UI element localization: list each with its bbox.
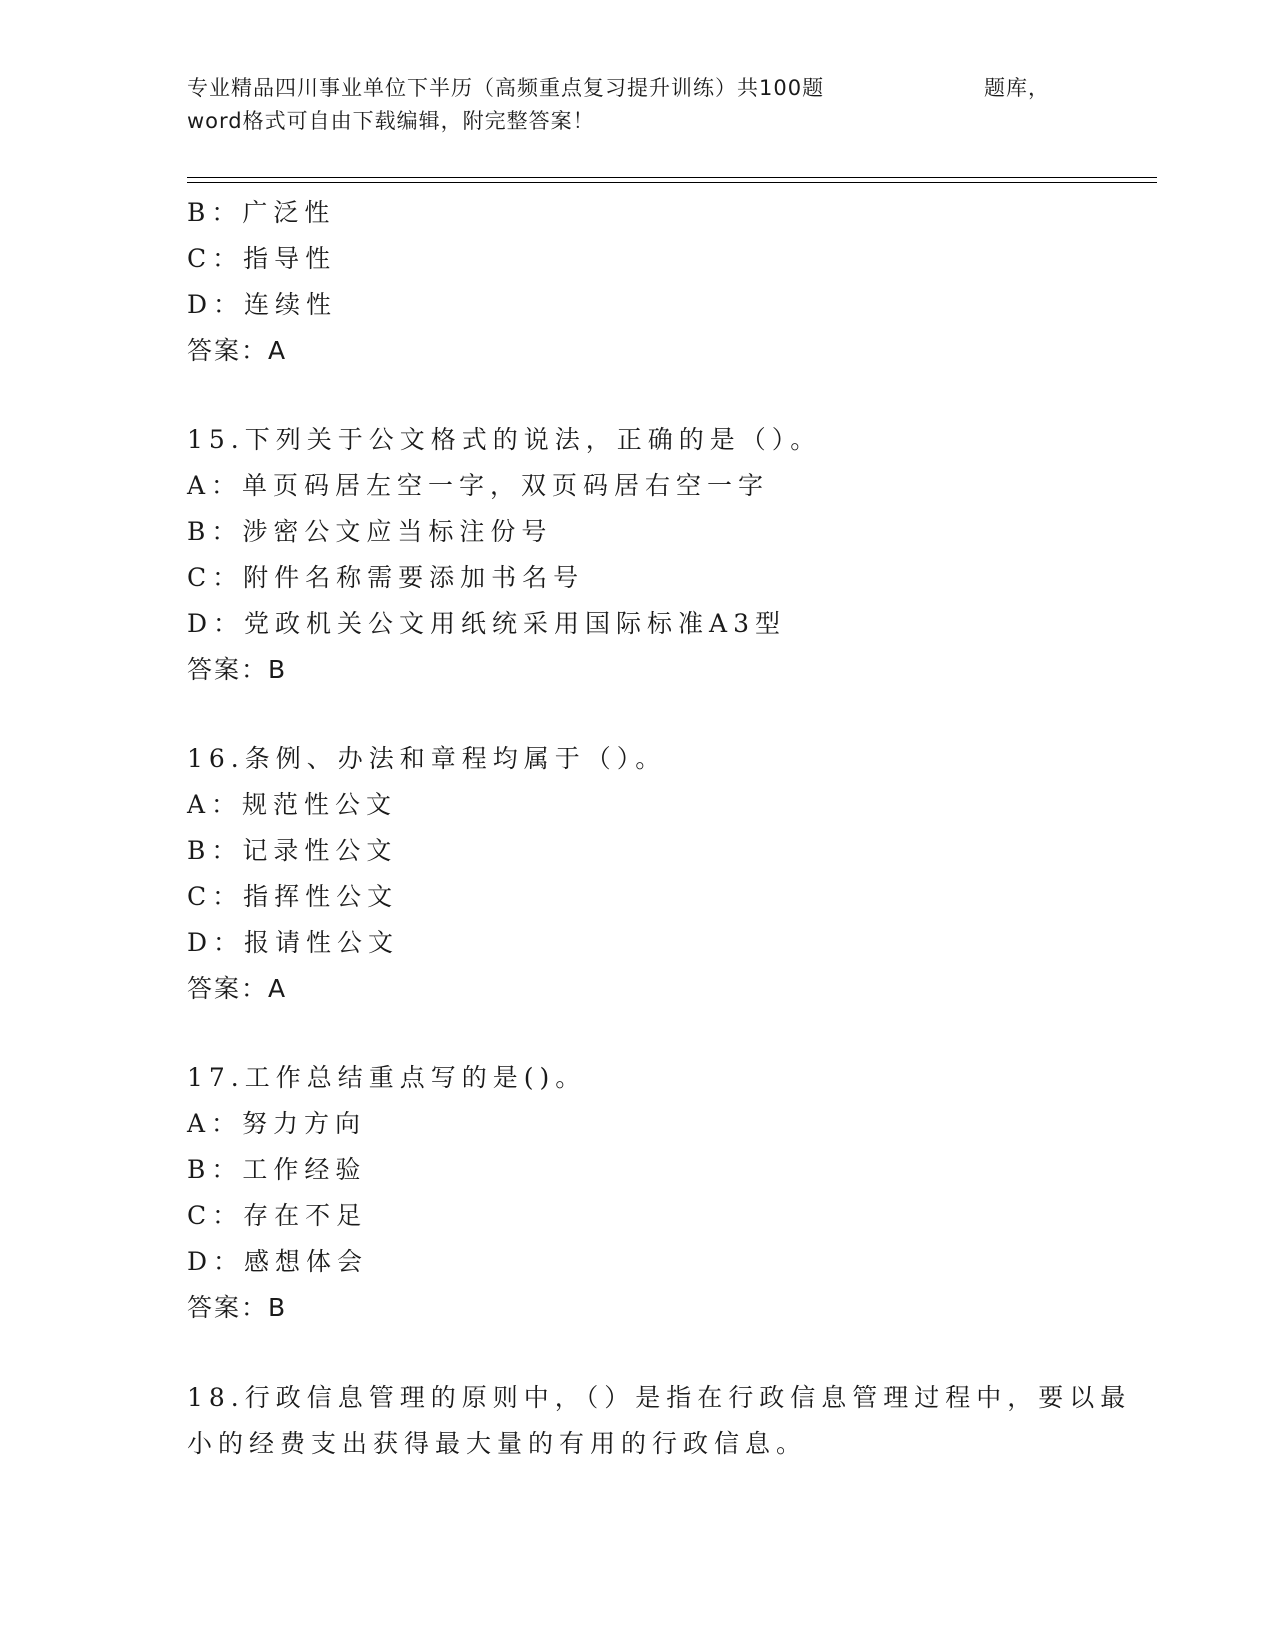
question-block-18	[187, 1375, 1137, 1467]
option-c: C：附件名称需要添加书名号	[187, 563, 585, 592]
question-stem-line-1: 18.行政信息管理的原则中，（）是指在行政信息管理过程中，要以最	[187, 1383, 1132, 1412]
answer: 答案：A	[187, 336, 288, 365]
option-d: D：感想体会	[187, 1247, 369, 1276]
option-c: C：指导性	[187, 244, 337, 273]
header-title-suffix: 题库，	[984, 76, 1050, 100]
option-c: C：指挥性公文	[187, 882, 399, 911]
answer: 答案：B	[187, 1293, 288, 1322]
document-header	[187, 72, 1087, 138]
question-list	[187, 190, 1137, 1467]
question-block-prev	[187, 190, 1137, 374]
header-line-1	[187, 72, 1087, 105]
option-a: A：规范性公文	[187, 790, 398, 819]
option-b: B：涉密公文应当标注份号	[187, 517, 553, 546]
answer: 答案：A	[187, 974, 288, 1003]
answer: 答案：B	[187, 655, 288, 684]
option-d: D：党政机关公文用纸统采用国际标准A3型	[187, 609, 787, 638]
header-divider-top	[187, 177, 1157, 178]
option-a: A：努力方向	[187, 1109, 367, 1138]
option-b: B：记录性公文	[187, 836, 398, 865]
header-title: 专业精品四川事业单位下半历（高频重点复习提升训练）共100题	[187, 76, 825, 100]
question-block-16	[187, 736, 1137, 1012]
question-stem-line-2: 小的经费支出获得最大量的有用的行政信息。	[187, 1429, 808, 1458]
header-divider-bottom	[187, 182, 1157, 183]
option-d: D：连续性	[187, 290, 338, 319]
question-stem: 17.工作总结重点写的是()。	[187, 1063, 587, 1092]
question-block-15	[187, 417, 1137, 693]
option-b: B：工作经验	[187, 1155, 367, 1184]
header-subtitle: word格式可自由下载编辑，附完整答案！	[187, 109, 595, 133]
option-b: B：广泛性	[187, 198, 336, 227]
question-block-17	[187, 1055, 1137, 1331]
question-stem: 16.条例、办法和章程均属于（）。	[187, 744, 667, 773]
option-d: D：报请性公文	[187, 928, 400, 957]
option-c: C：存在不足	[187, 1201, 368, 1230]
question-stem: 15.下列关于公文格式的说法，正确的是（）。	[187, 425, 822, 454]
option-a: A：单页码居左空一字，双页码居右空一字	[187, 471, 770, 500]
